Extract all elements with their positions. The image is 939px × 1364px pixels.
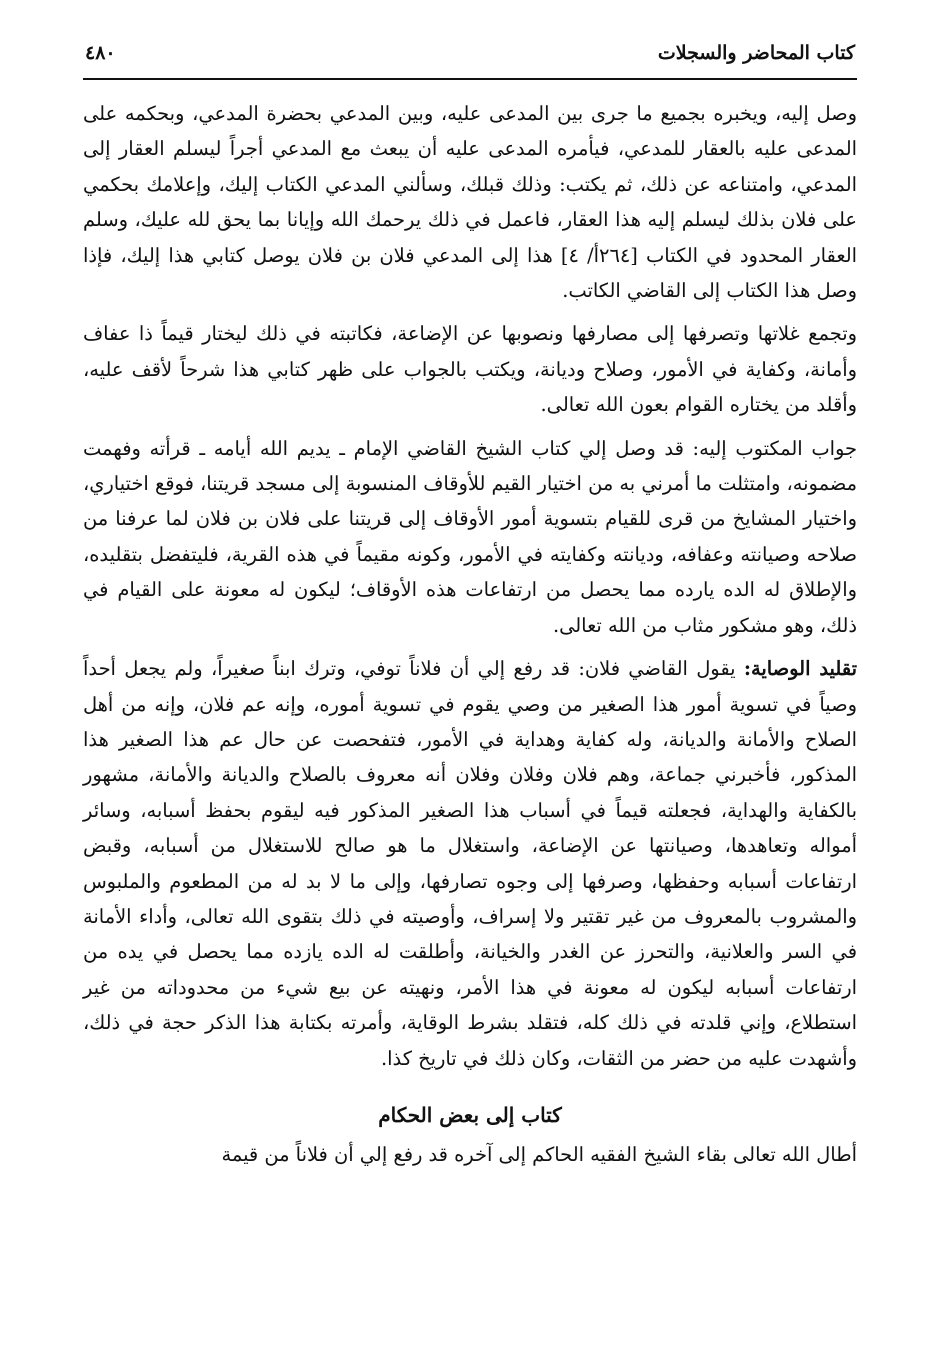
- running-header: [83, 38, 857, 80]
- chapter-title: كتاب المحاضر والسجلات: [657, 42, 855, 64]
- paragraph-4: [83, 651, 857, 1076]
- page-body: [83, 96, 857, 1173]
- paragraph-3: جواب المكتوب إليه: قد وصل إلي كتاب الشيخ القاضي الإمام ـ يديم الله أيامه ـ قرأته وفهمت مضمونه، وامتثلت ما أمرني به من اختيار القيم للأوقاف المنسوبة إلى مسجد قريتنا، فوقع اختياري، واختيار المشايخ من قرى للقيام بتسوية أمور الأوقاف إلى قريتنا على فلان بن فلان لما عرفنا من صلاحه وصيانته وعفافه، وديانته وكفايته في الأمور، وكونه مقيماً في هذه القرية، فليتفضل بتقليده، والإطلاق له الده يارده مما يحصل من ارتفاعات هذه الأوقاف؛ ليكون له معونة على القيام في ذلك، وهو مشكور مثاب من الله تعالى.: [83, 436, 857, 637]
- paragraph-4-text: يقول القاضي فلان: قد رفع إلي أن فلاناً توفي، وترك ابناً صغيراً، ولم يجعل أحداً وصياً في تسوية أمور هذا الصغير من وصي يقوم في تسوية أموره، وإنه عم فلان، وإنه من أهل الصلاح والأمانة والديانة، وله كفاية وهداية في الأمور، فتفحصت عن حال عم هذا الصغير هذا المذكور، فأخبرني جماعة، وهم فلان وفلان وفلان أنه معروف بالصلاح والديانة والأمانة، مشهور بالكفاية والهداية، فجعلته قيماً في أسباب هذا الصغير المذكور فيه ليقوم بحفظ أسبابه، وسائر أمواله وتعاهدها، وصيانتها عن الإضاعة، واستغلال ما هو صالح للاستغلال من أسبابه، وقبض ارتفاعات أسبابه وحفظها، وصرفها إلى وجوه تصارفها، وإلى ما لا بد له من المطعوم والملبوس والمشروب بالمعروف من غير تقتير ولا إسراف، وأوصيته في ذلك بتقوى الله تعالى، وأداء الأمانة في السر والعلانية، والتحرز عن الغدر والخيانة، وأطلقت له الده يازده مما يحصل في يده من ارتفاعات أسبابه ليكون له معونة في هذا الأمر، ونهيته عن بيع شيء من محدوداته من غير استطلاع، وإني قلدته في ذلك كله، فتقلد بشرط الوقاية، وأمرته بكتابة هذا الذكر حجة في ذلك، وأشهدت عليه من حضر من الثقات، وكان ذلك في تاريخ كذا.: [83, 657, 857, 1070]
- section-lead: تقليد الوصاية:: [743, 657, 858, 681]
- paragraph-2: وتجمع غلاتها وتصرفها إلى مصارفها ونصوبها عن الإضاعة، فكاتبته في ذلك ليختار قيماً ذا عفاف وأمانة، وكفاية في الأمور، وصلاح وديانة، ويكتب بالجواب على ظهر كتابي هذا شرحاً لأقف عليه، وأقلد من يختاره القوام بعون الله تعالى.: [83, 322, 857, 417]
- page-number: ٤٨٠: [85, 42, 116, 64]
- paragraph-1: وصل إليه، ويخبره بجميع ما جرى بين المدعى عليه، وبين المدعي بحضرة المدعي، وبحكمه على المدعى عليه بالعقار للمدعي، فيأمره المدعى عليه أن يبعث مع المدعي أجراً ليسلم العقار إلى المدعي، وامتناعه عن ذلك، ثم يكتب: وذلك قبلك، وسألني المدعي الكتاب إليك، وإعلامك بحكمي على فلان بذلك ليسلم إليه هذا العقار، فاعمل في ذلك يرحمك الله وإيانا بما يحق لله عليك، وسلم العقار المحدود في الكتاب [٢٦٤أ/ ٤] هذا إلى المدعي فلان بن فلان يوصل كتابي هذا إليك، فإذا وصل هذا الكتاب إلى القاضي الكاتب.: [83, 102, 858, 303]
- section-heading: كتاب إلى بعض الحكام: [378, 1102, 562, 1127]
- paragraph-5: أطال الله تعالى بقاء الشيخ الفقيه الحاكم إلى آخره قد رفع إلي أن فلاناً من قيمة: [221, 1143, 857, 1167]
